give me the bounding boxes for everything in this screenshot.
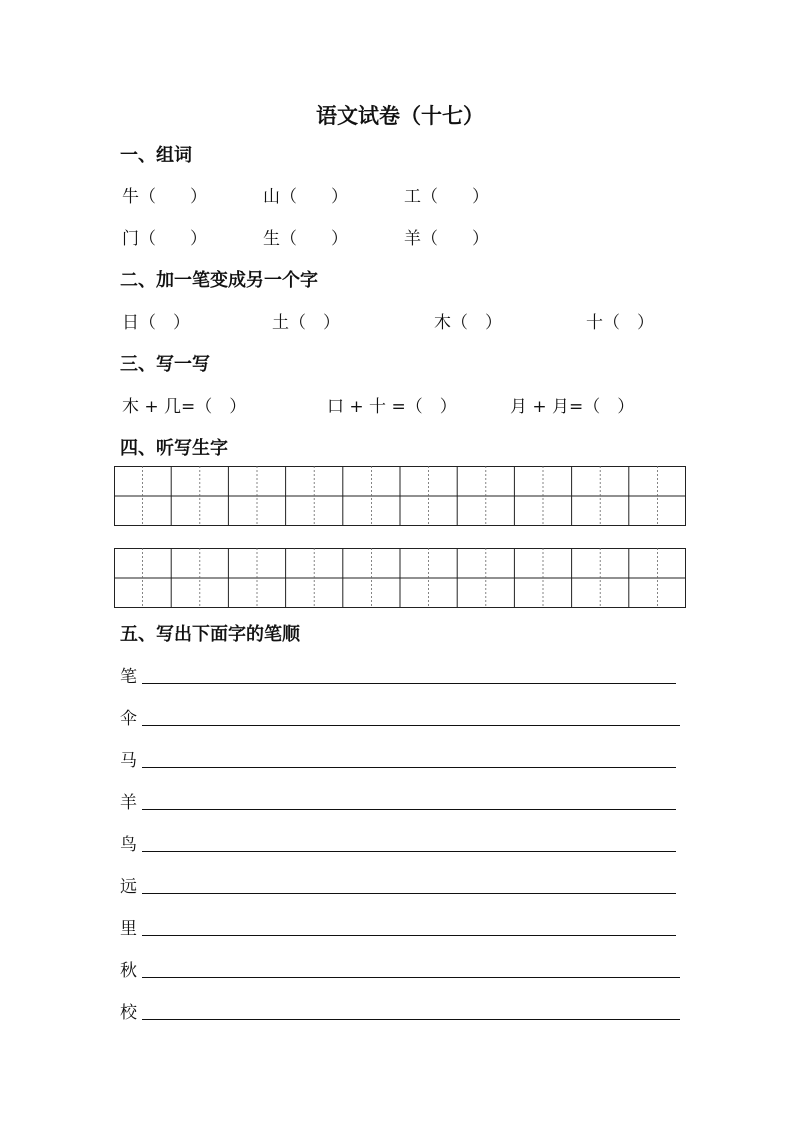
add-stroke-item: 日（ ） [122,313,190,333]
section-1-heading: 一、组词 [120,145,192,166]
section-2-heading: 二、加一笔变成另一个字 [120,270,318,291]
stroke-char: 秋 [120,961,137,981]
answer-line[interactable] [142,935,676,936]
answer-line[interactable] [142,725,680,726]
word-item: 山（ ） [263,187,348,207]
stroke-order-row [120,956,680,981]
answer-line[interactable] [142,1019,680,1020]
answer-line[interactable] [142,851,676,852]
dictation-grid[interactable] [114,466,686,526]
stroke-order-row [120,872,676,897]
word-item: 牛（ ） [122,187,207,207]
section-3-heading: 三、写一写 [120,354,210,375]
compose-item: 月 + 月=（ ） [510,397,635,417]
compose-item: 口 + 十 =（ ） [327,397,457,417]
add-stroke-item: 土（ ） [272,313,340,333]
stroke-char: 远 [120,877,137,897]
word-item: 羊（ ） [404,229,489,249]
section-5-heading: 五、写出下面字的笔顺 [120,624,300,645]
word-item: 工（ ） [404,187,489,207]
page-title: 语文试卷（十七） [316,104,484,128]
stroke-char: 伞 [120,709,137,729]
answer-line[interactable] [142,809,676,810]
add-stroke-item: 十（ ） [586,313,654,333]
section-4-heading: 四、听写生字 [120,438,228,459]
stroke-char: 鸟 [120,835,137,855]
stroke-char: 马 [120,751,137,771]
stroke-char: 校 [120,1003,137,1023]
compose-item: 木 + 几=（ ） [122,397,247,417]
add-stroke-item: 木（ ） [434,313,502,333]
word-item: 门（ ） [122,229,207,249]
answer-line[interactable] [142,683,676,684]
stroke-char: 笔 [120,667,137,687]
stroke-order-row [120,662,676,687]
stroke-order-row [120,704,680,729]
stroke-char: 羊 [120,793,137,813]
stroke-order-row [120,746,676,771]
word-item: 生（ ） [263,229,348,249]
stroke-order-row [120,914,676,939]
stroke-order-row [120,830,676,855]
stroke-char: 里 [120,919,137,939]
answer-line[interactable] [142,977,680,978]
answer-line[interactable] [142,767,676,768]
answer-line[interactable] [142,893,676,894]
dictation-grid[interactable] [114,548,686,608]
stroke-order-row [120,998,680,1023]
stroke-order-row [120,788,676,813]
